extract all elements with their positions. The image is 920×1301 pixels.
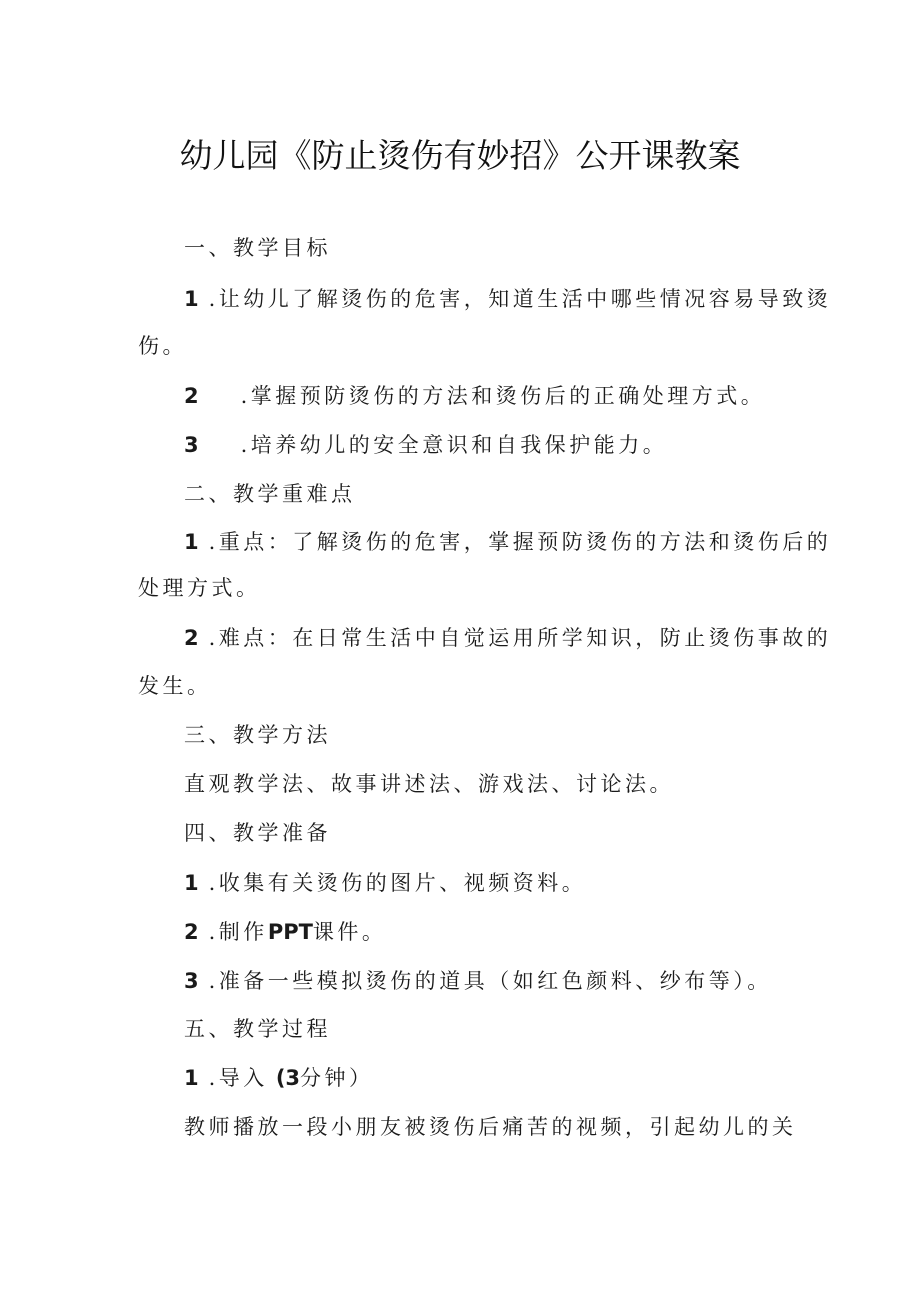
item-number: 3: [184, 433, 199, 457]
item-text: .掌握预防烫伤的方法和烫伤后的正确处理方式。: [240, 384, 766, 408]
item-number: 2: [184, 920, 199, 944]
item-text: 分钟）: [300, 1066, 374, 1090]
paragraph-line: 教师播放一段小朋友被烫伤后痛苦的视频，引起幼儿的关: [184, 1115, 797, 1139]
paragraph-line: [184, 1063, 374, 1093]
item-text: .培养幼儿的安全意识和自我保护能力。: [240, 433, 668, 457]
paragraph-line: 处理方式。: [138, 576, 261, 600]
item-number: 3: [184, 969, 199, 993]
paragraph-line: [184, 868, 586, 898]
paragraph-line: 伤。: [138, 334, 187, 358]
item-text: .准备一些模拟烫伤的道具（如红色颜料、纱布等）。: [208, 969, 772, 993]
section-heading: 四、教学准备: [184, 821, 331, 845]
item-number: 1: [184, 1066, 199, 1090]
item-number: 1: [184, 530, 199, 554]
section-heading: 一、教学目标: [184, 236, 331, 260]
item-number: 2: [184, 626, 199, 650]
paragraph-line: [184, 527, 831, 557]
paragraph-line: [184, 917, 386, 947]
paragraph-line: 发生。: [138, 674, 212, 698]
item-text-bold: PPT: [267, 920, 313, 944]
item-text: .让幼儿了解烫伤的危害，知道生活中哪些情况容易导致烫: [208, 287, 832, 311]
paragraph-line: [184, 966, 772, 996]
section-heading: 五、教学过程: [184, 1017, 331, 1041]
section-heading: 二、教学重难点: [184, 482, 356, 506]
paragraph-line: 直观教学法、故事讲述法、游戏法、讨论法。: [184, 772, 674, 796]
item-text: 课件。: [312, 920, 387, 944]
item-number: 1: [184, 871, 199, 895]
paragraph-line: [184, 284, 831, 314]
item-text-bold: (3: [275, 1066, 301, 1090]
paragraph-line: [184, 623, 831, 653]
item-number: 2: [184, 384, 199, 408]
item-text: .重点：了解烫伤的危害，掌握预防烫伤的方法和烫伤后的: [208, 530, 832, 554]
document-title: 幼儿园《防止烫伤有妙招》公开课教案: [179, 136, 741, 175]
item-text: .收集有关烫伤的图片、视频资料。: [208, 871, 587, 895]
item-text: .难点：在日常生活中自觉运用所学知识，防止烫伤事故的: [208, 626, 832, 650]
paragraph-line: [184, 381, 765, 411]
paragraph-line: [184, 430, 667, 460]
section-heading: 三、教学方法: [184, 723, 331, 747]
item-text: .制作: [208, 920, 268, 944]
item-text: .导入: [208, 1066, 268, 1090]
item-number: 1: [184, 287, 199, 311]
